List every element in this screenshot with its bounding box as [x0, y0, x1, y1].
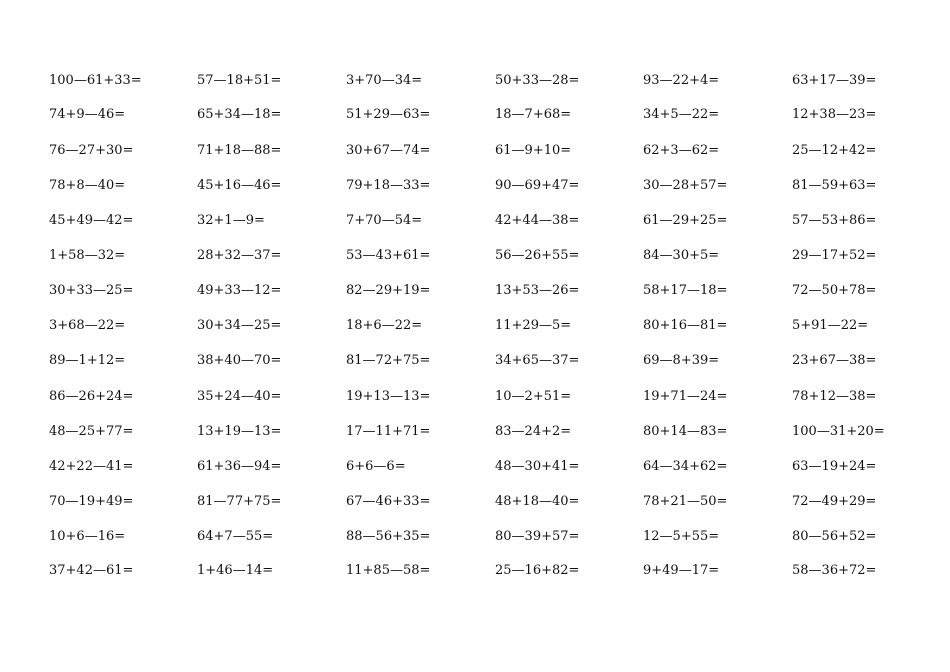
math-problem: 53—43+61=: [346, 248, 431, 263]
math-problem: 48+18—40=: [495, 494, 580, 509]
math-problem: 30—28+57=: [643, 178, 728, 193]
math-problem: 80+14—83=: [643, 424, 728, 439]
math-problem: 37+42—61=: [49, 563, 134, 578]
math-problem: 81—72+75=: [346, 353, 431, 368]
math-problem: 10+6—16=: [49, 529, 126, 544]
math-problem: 61+36—94=: [197, 459, 282, 474]
math-problem: 57—53+86=: [792, 213, 877, 228]
problem-row: [0, 314, 950, 338]
math-problem: 64+7—55=: [197, 529, 274, 544]
math-problem: 32+1—9=: [197, 213, 265, 228]
math-problem: 30+34—25=: [197, 318, 282, 333]
math-problem: 12—5+55=: [643, 529, 720, 544]
problem-row: [0, 209, 950, 233]
math-problem: 69—8+39=: [643, 353, 720, 368]
math-problem: 5+91—22=: [792, 318, 869, 333]
problem-row: [0, 525, 950, 549]
math-problem: 25—16+82=: [495, 563, 580, 578]
math-problem: 63—19+24=: [792, 459, 877, 474]
math-problem: 100—61+33=: [49, 73, 142, 88]
math-problem: 62+3—62=: [643, 143, 720, 158]
math-problem: 18+6—22=: [346, 318, 423, 333]
math-problem: 45+16—46=: [197, 178, 282, 193]
problem-row: [0, 385, 950, 409]
math-problem: 11+85—58=: [346, 563, 431, 578]
math-problem: 35+24—40=: [197, 389, 282, 404]
math-problem: 49+33—12=: [197, 283, 282, 298]
math-problem: 34+65—37=: [495, 353, 580, 368]
math-problem: 7+70—54=: [346, 213, 423, 228]
math-problem: 30+67—74=: [346, 143, 431, 158]
math-problem: 48—30+41=: [495, 459, 580, 474]
math-problem: 1+46—14=: [197, 563, 274, 578]
math-problem: 9+49—17=: [643, 563, 720, 578]
math-problem: 38+40—70=: [197, 353, 282, 368]
problem-row: [0, 420, 950, 444]
math-problem: 63+17—39=: [792, 73, 877, 88]
math-problem: 57—18+51=: [197, 73, 282, 88]
math-problem: 81—59+63=: [792, 178, 877, 193]
math-problem: 84—30+5=: [643, 248, 720, 263]
math-problem: 82—29+19=: [346, 283, 431, 298]
math-problem: 3+70—34=: [346, 73, 423, 88]
math-problem: 78+12—38=: [792, 389, 877, 404]
problem-row: [0, 69, 950, 93]
math-problem: 86—26+24=: [49, 389, 134, 404]
problem-row: [0, 455, 950, 479]
math-problem: 23+67—38=: [792, 353, 877, 368]
math-problem: 18—7+68=: [495, 107, 572, 122]
math-problem: 58+17—18=: [643, 283, 728, 298]
math-problem: 19+71—24=: [643, 389, 728, 404]
math-problem: 64—34+62=: [643, 459, 728, 474]
math-problem: 42+44—38=: [495, 213, 580, 228]
math-problem: 51+29—63=: [346, 107, 431, 122]
math-problem: 34+5—22=: [643, 107, 720, 122]
math-problem: 28+32—37=: [197, 248, 282, 263]
math-problem: 50+33—28=: [495, 73, 580, 88]
math-problem: 90—69+47=: [495, 178, 580, 193]
math-problem: 89—1+12=: [49, 353, 126, 368]
math-problem: 3+68—22=: [49, 318, 126, 333]
math-problem: 11+29—5=: [495, 318, 572, 333]
math-problem: 19+13—13=: [346, 389, 431, 404]
math-problem: 72—49+29=: [792, 494, 877, 509]
problem-row: [0, 490, 950, 514]
math-problem: 58—36+72=: [792, 563, 877, 578]
math-problem: 30+33—25=: [49, 283, 134, 298]
math-problem: 6+6—6=: [346, 459, 406, 474]
math-problem: 61—9+10=: [495, 143, 572, 158]
math-problem: 80+16—81=: [643, 318, 728, 333]
math-problem: 67—46+33=: [346, 494, 431, 509]
math-problem: 45+49—42=: [49, 213, 134, 228]
math-problem: 80—56+52=: [792, 529, 877, 544]
math-problem: 71+18—88=: [197, 143, 282, 158]
math-problem: 79+18—33=: [346, 178, 431, 193]
math-problem: 81—77+75=: [197, 494, 282, 509]
math-problem: 72—50+78=: [792, 283, 877, 298]
problem-row: [0, 559, 950, 583]
math-problem: 1+58—32=: [49, 248, 126, 263]
math-problem: 74+9—46=: [49, 107, 126, 122]
problem-row: [0, 349, 950, 373]
math-problem: 13+19—13=: [197, 424, 282, 439]
problem-row: [0, 139, 950, 163]
problem-row: [0, 103, 950, 127]
math-problem: 70—19+49=: [49, 494, 134, 509]
problem-row: [0, 279, 950, 303]
math-problem: 76—27+30=: [49, 143, 134, 158]
math-problem: 12+38—23=: [792, 107, 877, 122]
math-problem: 83—24+2=: [495, 424, 572, 439]
math-problem: 25—12+42=: [792, 143, 877, 158]
math-problem: 48—25+77=: [49, 424, 134, 439]
math-problem: 80—39+57=: [495, 529, 580, 544]
math-problem: 100—31+20=: [792, 424, 885, 439]
math-problem: 17—11+71=: [346, 424, 431, 439]
math-problem: 42+22—41=: [49, 459, 134, 474]
math-problem: 13+53—26=: [495, 283, 580, 298]
math-problem: 61—29+25=: [643, 213, 728, 228]
math-problem: 78+21—50=: [643, 494, 728, 509]
math-problem: 93—22+4=: [643, 73, 720, 88]
math-problem: 78+8—40=: [49, 178, 126, 193]
math-problem: 65+34—18=: [197, 107, 282, 122]
math-problem: 88—56+35=: [346, 529, 431, 544]
math-problem: 56—26+55=: [495, 248, 580, 263]
math-problem: 10—2+51=: [495, 389, 572, 404]
problem-row: [0, 244, 950, 268]
problem-row: [0, 174, 950, 198]
math-problem: 29—17+52=: [792, 248, 877, 263]
